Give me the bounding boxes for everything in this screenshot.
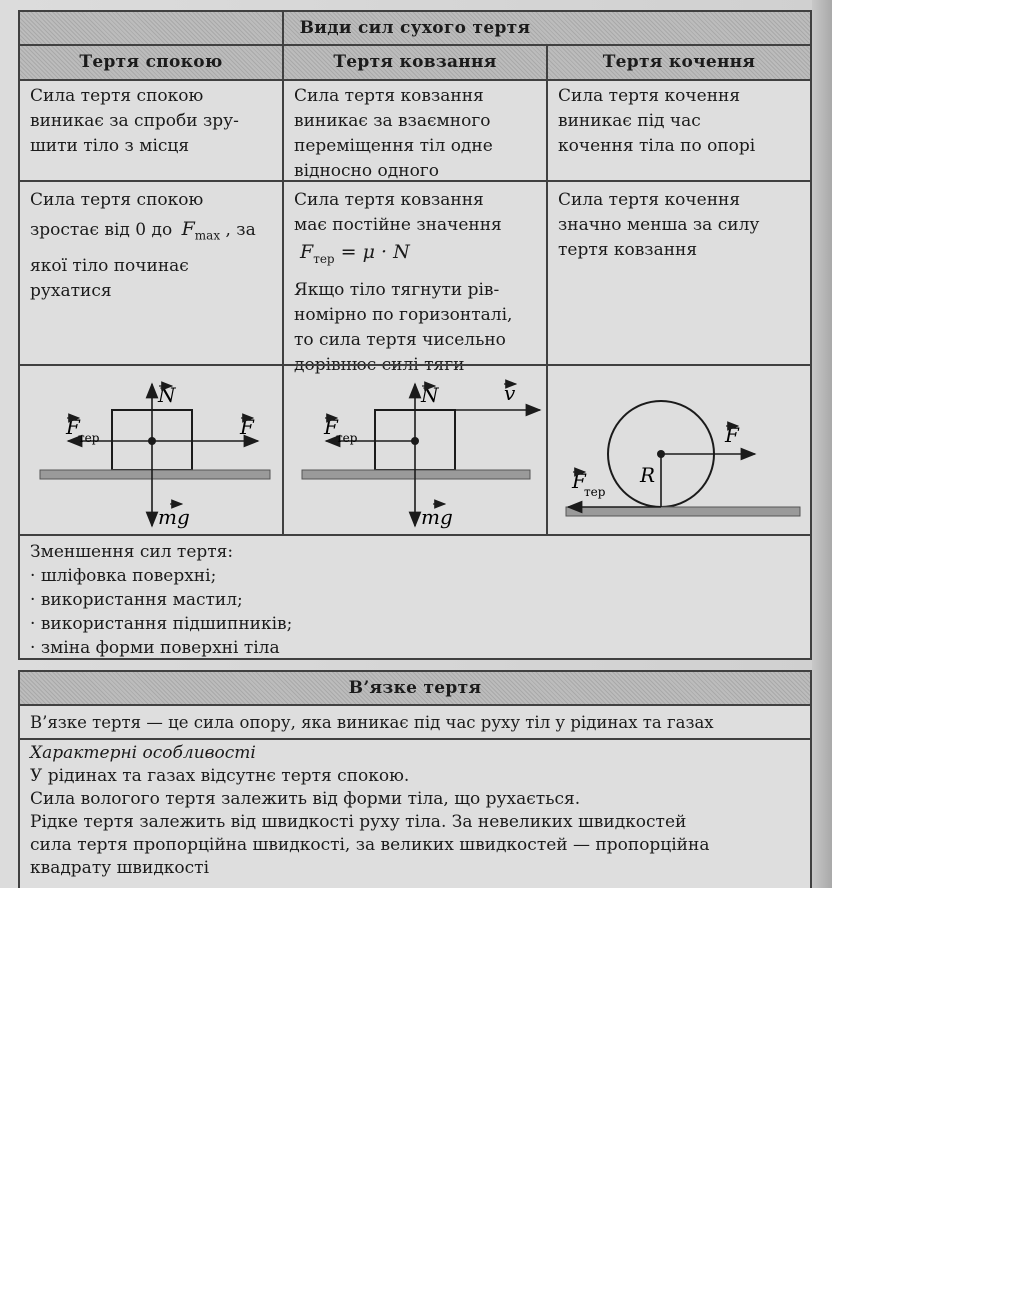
surface [302, 470, 530, 479]
text-line: виникає під час [558, 111, 701, 131]
dry-friction-title: Види сил сухого тертя [299, 18, 531, 38]
text-line: Сила тертя ковзання [294, 86, 484, 106]
divider [20, 79, 810, 81]
list-item: · використання мастил; [30, 590, 243, 610]
list-item-text: використання підшипників; [40, 614, 293, 634]
viscous-features [30, 742, 810, 880]
text-line: квадрату швидкості [30, 858, 210, 878]
text-line: рухатися [30, 281, 112, 302]
surface [40, 470, 270, 479]
text-line: кочення тіла по опорі [558, 136, 756, 156]
text-line: дорівнює силі тяги [294, 354, 465, 375]
viscous-friction-table [18, 670, 812, 888]
divider [20, 534, 810, 536]
text-line: виникає за взаємного [294, 111, 491, 131]
rolling-friction-diagram [566, 401, 800, 516]
text-line: то сила тертя чисельно [294, 329, 506, 350]
rolling-definition [558, 84, 806, 159]
text-line: сила тертя пропорційна швидкості, за великих швидкостей — пропорційна [30, 835, 710, 855]
friction-subscript: тер [584, 485, 606, 499]
formula-symbol: F [300, 241, 314, 263]
friction-label: F [572, 469, 586, 493]
sliding-magnitude [294, 188, 544, 378]
viscous-definition: В’язке тертя — це сила опору, яка виникає під час руху тіл у рідинах та газах [30, 713, 714, 732]
normal-label: N [158, 383, 176, 407]
text-line [30, 217, 280, 248]
show-through-text [812, 70, 832, 890]
f-max-subscript: max [194, 228, 221, 243]
text-line: тертя ковзання [558, 240, 698, 260]
viscous-title: В’язке тертя [348, 678, 482, 698]
pull-force-label: F [725, 423, 739, 447]
text-line: виникає за спроби зру- [30, 111, 239, 131]
rolling-magnitude [558, 188, 808, 263]
text-line: відносно одного [294, 161, 439, 181]
formula-subscript: тер [313, 251, 335, 266]
force-diagrams [20, 366, 810, 534]
text-line: Сила тертя спокою [30, 86, 204, 106]
text-line: Сила тертя кочення [558, 86, 741, 106]
column-header-sliding: Тертя ковзання [333, 52, 497, 72]
text-line: значно менша за силу [558, 215, 760, 235]
column-header-rolling: Тертя кочення [602, 52, 756, 72]
text-line: Сила тертя ковзання [294, 190, 484, 210]
text-fragment: , за [225, 220, 256, 240]
text-line: переміщення тіл одне [294, 136, 493, 156]
dry-friction-table [18, 10, 812, 660]
friction-formula [300, 240, 544, 272]
text-line: Якщо тіло тягнути рів- [294, 279, 500, 300]
text-line: У рідинах та газах відсутнє тертя спокою. [30, 766, 410, 786]
normal-label: N [421, 383, 439, 407]
f-max-symbol: F [181, 218, 195, 240]
static-magnitude [30, 188, 280, 304]
divider [20, 180, 810, 182]
friction-reduction [30, 540, 630, 660]
list-item: · використання підшипників; [30, 614, 293, 634]
text-line: номірно по горизонталі, [294, 304, 513, 325]
friction-subscript: тер [336, 431, 358, 445]
formula-rest: = μ · N [340, 241, 410, 263]
text-line: Сила тертя кочення [558, 190, 741, 210]
column-header-static: Тертя спокою [79, 52, 223, 72]
text-line: Рідке тертя залежить від швидкості руху тіла. За невеликих швидкостей [30, 812, 687, 832]
friction-label: F [66, 415, 80, 439]
friction-subscript: тер [78, 431, 100, 445]
static-definition [30, 84, 278, 159]
friction-label: F [324, 415, 338, 439]
text-fragment: зростає від 0 до [30, 220, 173, 240]
features-title: Характерні особливості [30, 743, 256, 763]
sliding-note [294, 278, 544, 378]
velocity-label: v [504, 381, 516, 405]
weight-label: mg [421, 505, 453, 529]
sliding-friction-diagram [302, 381, 540, 529]
divider [20, 738, 810, 740]
list-item-text: використання мастил; [40, 590, 243, 610]
static-friction-diagram [40, 383, 270, 529]
list-item: · шліфовка поверхні; [30, 566, 217, 586]
text-line: якої тіло починає [30, 256, 189, 277]
text-line: має постійне значення [294, 215, 502, 235]
list-item: · зміна форми поверхні тіла [30, 638, 280, 658]
list-item-text: шліфовка поверхні; [40, 566, 217, 586]
surface [566, 507, 800, 516]
weight-label: mg [158, 505, 190, 529]
radius-label: R [640, 463, 656, 487]
divider [20, 704, 810, 706]
list-item-text: зміна форми поверхні тіла [40, 638, 280, 658]
text-line: Сила вологого тертя залежить від форми тіла, що рухається. [30, 789, 581, 809]
pull-force-label: F [240, 415, 254, 439]
text-line: Сила тертя спокою [30, 190, 204, 210]
sliding-definition [294, 84, 542, 184]
text-line: шити тіло з місця [30, 136, 190, 156]
reduction-title: Зменшення сил тертя: [30, 542, 234, 562]
